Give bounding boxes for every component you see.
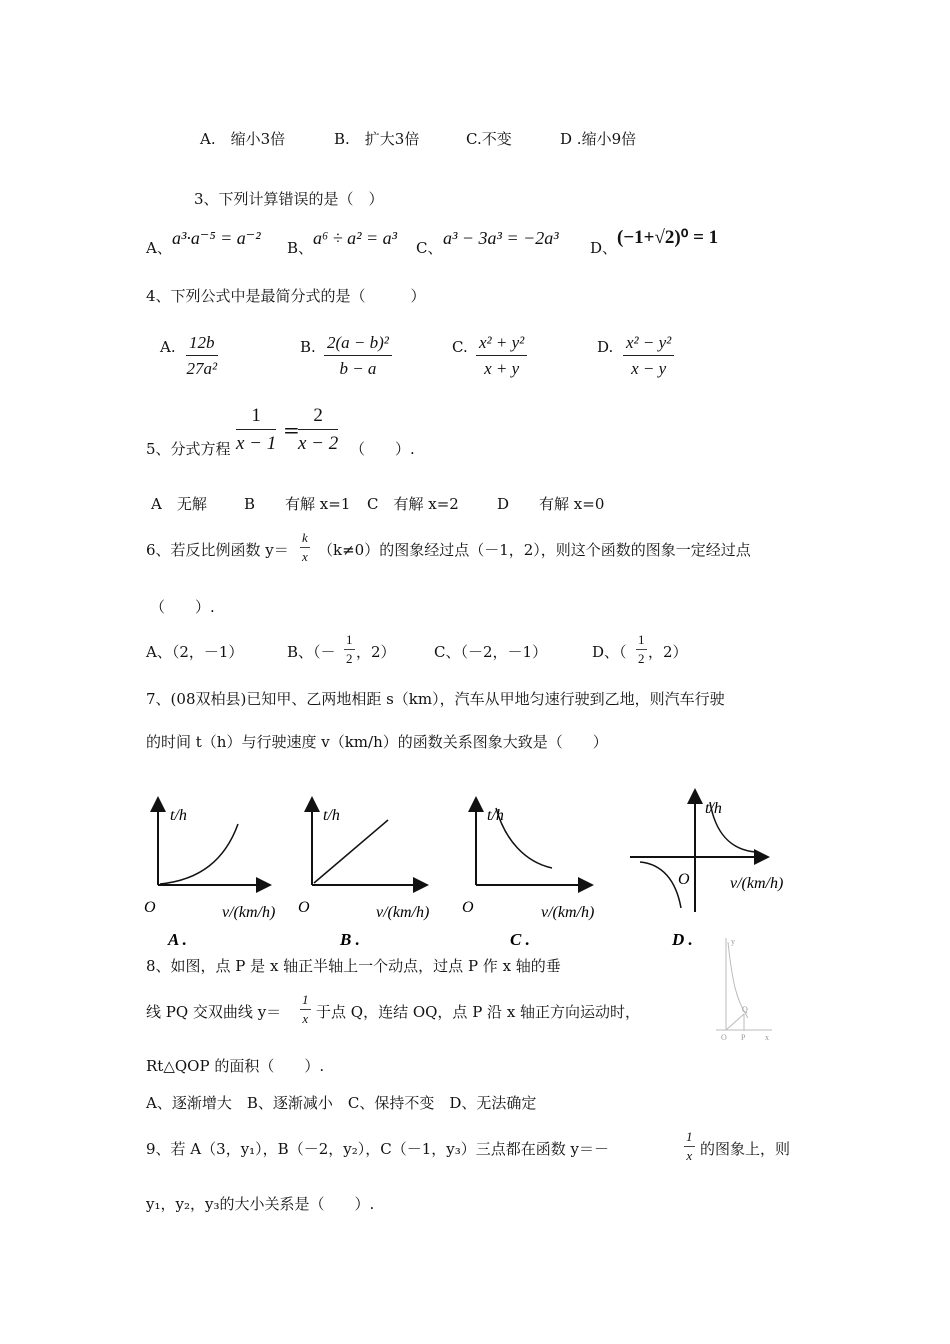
- graph-a-y-label: t/h: [170, 807, 187, 824]
- graph-a-origin: O: [144, 899, 156, 916]
- graph-d-x-label: v/(km/h): [730, 875, 784, 892]
- q3-option-b: a⁶ ÷ a² = a³: [313, 228, 398, 248]
- q6-option-d-fraction: $\frac{1}{2}$: [638, 632, 645, 666]
- q4-fraction-d: $\frac{\text{x² − y²}}{x - y}$: [623, 333, 674, 379]
- q4-label-a: A.: [160, 338, 176, 356]
- q4-fraction-c: $\frac{\text{x² + y²}}{x + y}$: [476, 333, 527, 379]
- q5-stem-suffix: （ ）.: [350, 440, 415, 458]
- q5-equals: =: [283, 418, 300, 442]
- graph-b-label: B .: [340, 930, 360, 949]
- graph-b-y-label: t/h: [323, 807, 340, 824]
- graph-d-origin: O: [678, 871, 690, 888]
- q4-fraction-a: $\frac{12b}{\text{27a²}}$: [186, 333, 218, 378]
- q8-fig-q: Q: [742, 1005, 748, 1014]
- q3-option-d: (−1+√2)⁰ = 1: [617, 227, 719, 248]
- q8-line-2-prefix: 线 PQ 交双曲线 y＝: [146, 1003, 282, 1021]
- q9-line-2: y₁，y₂，y₃的大小关系是（ ）.: [146, 1195, 375, 1213]
- q6-option-b-suffix: ，2）: [356, 643, 396, 661]
- q8-fraction: $\frac{1}{x}$: [302, 992, 309, 1026]
- graph-d-curve-q3: [640, 862, 681, 908]
- q8-figure: [712, 930, 782, 1050]
- graph-c-label: C .: [510, 930, 530, 949]
- q5-option-b: B 有解 x=1: [244, 495, 351, 513]
- graph-b: [298, 800, 429, 949]
- q3-label-b: B、: [287, 239, 314, 257]
- graph-d: [630, 792, 783, 949]
- q8-line-1: 8、如图，点 P 是 x 轴正半轴上一个动点，过点 P 作 x 轴的垂: [146, 957, 561, 975]
- q5-option-a: A 无解: [151, 495, 207, 513]
- graph-c-origin: O: [462, 899, 474, 916]
- q9-line-1-prefix: 9、若 A（3，y₁），B（－2，y₂），C（－1，y₃）三点都在函数 y＝－: [146, 1140, 609, 1158]
- q6-blank: （ ）.: [150, 598, 215, 616]
- q5-lhs-fraction: $\frac{1}{x - 1}$: [236, 405, 277, 454]
- q2-option-d: D .缩小9倍: [560, 130, 637, 148]
- graph-a: [144, 800, 275, 949]
- graph-b-line: [314, 820, 388, 883]
- q3-stem: 3、下列计算错误的是（ ）: [194, 190, 384, 208]
- q7-graphs: [0, 780, 950, 950]
- q5-option-d: D 有解 x=0: [497, 495, 605, 513]
- q2-option-a: A. 缩小3倍: [200, 130, 286, 148]
- q2-option-b: B. 扩大3倍: [334, 130, 420, 148]
- q8-fig-p: P: [741, 1033, 746, 1042]
- q6-stem-prefix: 6、若反比例函数 y＝: [146, 541, 289, 559]
- q6-stem-suffix: （k≠0）的图象经过点（－1，2），则这个函数的图象一定经过点: [318, 541, 751, 559]
- q3-label-a: A、: [146, 239, 172, 257]
- graph-a-label: A .: [168, 930, 187, 949]
- q6-option-b-prefix: B、（－: [287, 643, 336, 661]
- q6-option-a: A、（2，－1）: [146, 643, 244, 661]
- q2-option-c: C.不变: [466, 130, 512, 148]
- q4-fraction-b: $\frac{\text{2(a − b)²}}{b - a}$: [324, 333, 392, 379]
- q3-option-c: a³ − 3a³ = −2a³: [443, 228, 559, 248]
- graph-c-x-label: v/(km/h): [541, 904, 595, 921]
- q9-line-1-suffix: 的图象上，则: [700, 1140, 791, 1158]
- q8-fig-x: x: [765, 1033, 769, 1042]
- q5-option-c: C 有解 x=2: [367, 495, 459, 513]
- graph-c-curve: [496, 808, 552, 868]
- q8-fig-o: O: [721, 1033, 727, 1042]
- graph-d-label: D .: [672, 930, 693, 949]
- q5-rhs-fraction: $\frac{2}{x - 2}$: [298, 405, 339, 454]
- q6-option-c: C、（－2，－1）: [434, 643, 548, 661]
- q6-option-d-prefix: D、（: [592, 643, 627, 661]
- graph-c: [462, 800, 594, 949]
- q6-option-b-fraction: $\frac{1}{2}$: [346, 632, 353, 666]
- graph-b-x-label: v/(km/h): [376, 904, 430, 921]
- q4-label-b: B.: [300, 338, 316, 356]
- q5-stem-prefix: 5、分式方程: [146, 440, 231, 458]
- q8-line-3: Rt△QOP 的面积（ ）.: [146, 1057, 325, 1075]
- q6-option-d-suffix: ，2）: [648, 643, 688, 661]
- q4-label-c: C.: [452, 338, 468, 356]
- q8-line-2-suffix: 于点 Q，连结 OQ，点 P 沿 x 轴正方向运动时，: [316, 1003, 641, 1021]
- q7-line-1: 7、(08双柏县)已知甲、乙两地相距 s（km），汽车从甲地匀速行驶到乙地，则汽车行驶: [146, 690, 725, 708]
- q8-fig-y: y: [731, 937, 735, 946]
- q7-line-2: 的时间 t（h）与行驶速度 v（km/h）的函数关系图象大致是（ ）: [146, 733, 608, 751]
- q4-label-d: D.: [597, 338, 614, 356]
- q3-option-a: a³·a⁻⁵ = a⁻²: [172, 228, 261, 248]
- q8-options: A、逐渐增大 B、逐渐减小 C、保持不变 D、无法确定: [146, 1094, 537, 1112]
- q3-label-c: C、: [416, 239, 443, 257]
- q3-label-d: D、: [590, 239, 618, 257]
- graph-b-origin: O: [298, 899, 310, 916]
- graph-a-curve: [160, 824, 238, 884]
- graph-c-y-label: t/h: [487, 807, 504, 824]
- q6-fraction: $\frac{k}{x}$: [302, 530, 308, 564]
- q9-fraction: $\frac{1}{x}$: [686, 1129, 693, 1163]
- graph-a-x-label: v/(km/h): [222, 904, 276, 921]
- graph-d-y-label: t/h: [705, 800, 722, 817]
- q4-stem: 4、下列公式中是最简分式的是（ ）: [146, 287, 426, 305]
